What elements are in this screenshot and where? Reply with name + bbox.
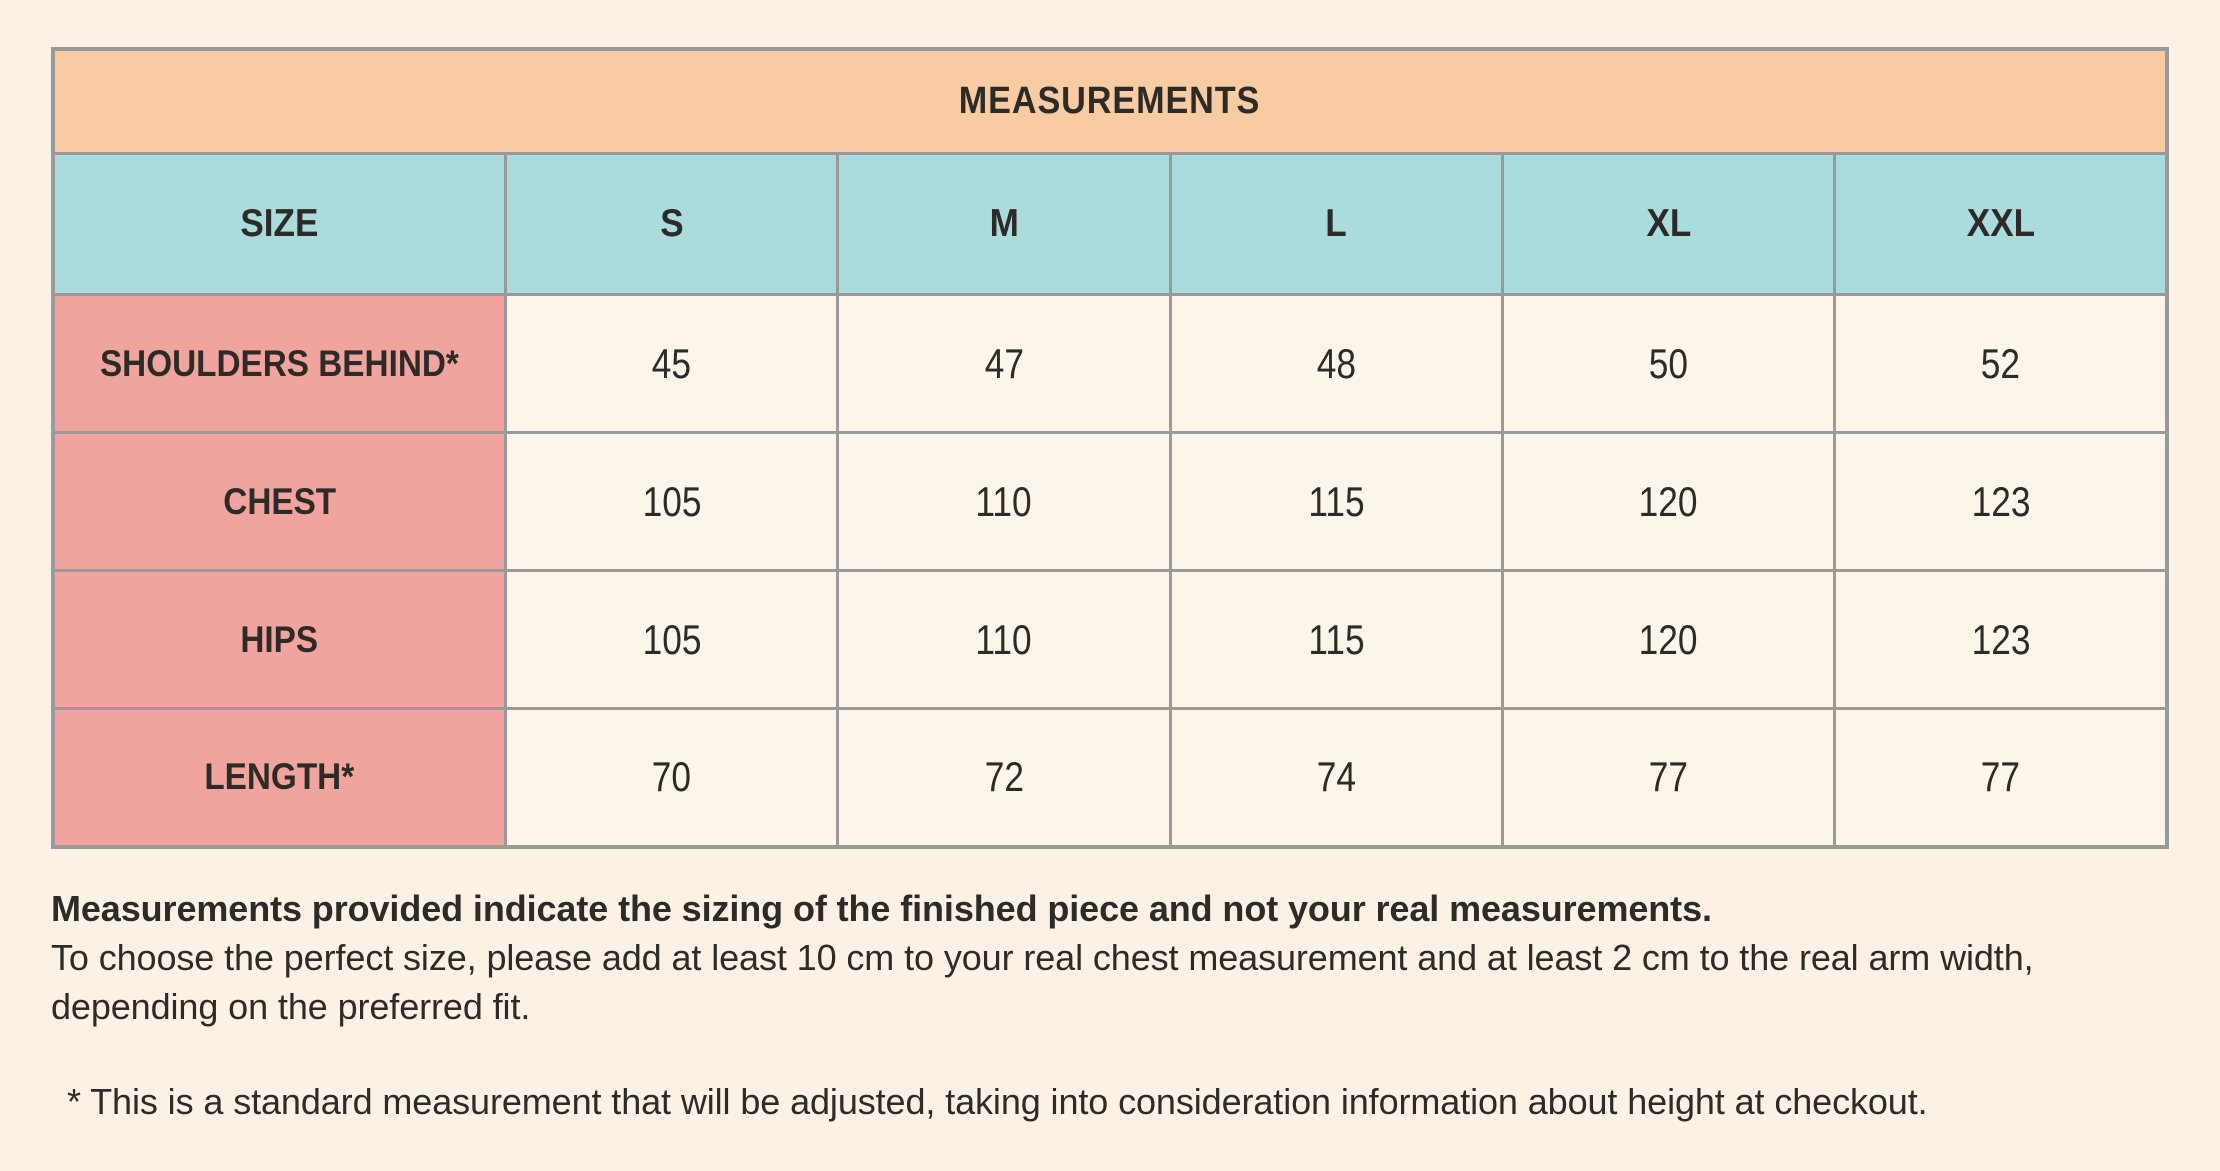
notes-section <box>51 884 2201 1126</box>
value-cell <box>1835 295 2167 433</box>
table-row <box>53 571 2167 709</box>
value-text: 47 <box>984 339 1024 387</box>
table-header-row <box>53 154 2167 295</box>
value-text: 120 <box>1639 477 1698 525</box>
row-label-text: LENGTH* <box>204 756 355 798</box>
value-cell <box>505 571 837 709</box>
value-cell <box>838 709 1170 847</box>
note-bold: Measurements provided indicate the sizing of the finished piece and not your real measurements. <box>51 888 1712 929</box>
row-label <box>53 295 505 433</box>
value-cell <box>505 295 837 433</box>
row-label-text: CHEST <box>223 480 336 522</box>
note-asterisk: * This is a standard measurement that will be adjusted, taking into consideration information about height at checkout. <box>67 1081 1928 1122</box>
row-label <box>53 433 505 571</box>
column-header-s <box>505 154 837 295</box>
table-title-text: MEASUREMENTS <box>959 80 1261 122</box>
value-cell <box>1170 571 1502 709</box>
value-text: 74 <box>1316 753 1356 801</box>
table-title <box>53 49 2167 154</box>
value-text: 110 <box>975 477 1032 525</box>
value-cell <box>838 571 1170 709</box>
value-cell <box>1502 433 1834 571</box>
value-cell <box>1502 709 1834 847</box>
table-row <box>53 709 2167 847</box>
column-header-xl <box>1502 154 1834 295</box>
measurements-table <box>51 47 2169 849</box>
value-text: 70 <box>651 753 692 801</box>
row-label <box>53 709 505 847</box>
value-cell <box>1835 709 2167 847</box>
note-body: To choose the perfect size, please add at least 10 cm to your real chest measurement and at least 2 cm to the real arm width, depending on the preferred fit. <box>51 937 2034 1027</box>
row-label-text: SHOULDERS BEHIND* <box>99 342 459 384</box>
value-cell <box>838 433 1170 571</box>
value-text: 120 <box>1639 615 1698 663</box>
column-header-label: L <box>1325 202 1347 245</box>
value-text: 50 <box>1648 339 1689 387</box>
column-header-xxl <box>1835 154 2167 295</box>
value-text: 123 <box>1971 615 2031 663</box>
value-text: 110 <box>975 615 1032 663</box>
value-text: 115 <box>1308 615 1365 663</box>
value-text: 123 <box>1971 477 2031 525</box>
value-text: 72 <box>984 753 1024 801</box>
column-header-label: SIZE <box>240 202 319 245</box>
row-label-text: HIPS <box>240 618 319 660</box>
value-cell <box>1502 295 1834 433</box>
value-cell <box>1170 709 1502 847</box>
value-text: 45 <box>651 339 692 387</box>
value-text: 105 <box>642 477 701 525</box>
row-label <box>53 571 505 709</box>
value-cell <box>1170 295 1502 433</box>
value-cell <box>505 709 837 847</box>
column-header-l <box>1170 154 1502 295</box>
value-cell <box>1170 433 1502 571</box>
column-header-size <box>53 154 505 295</box>
value-cell <box>1835 571 2167 709</box>
value-cell <box>838 295 1170 433</box>
value-cell <box>505 433 837 571</box>
value-text: 48 <box>1316 339 1356 387</box>
column-header-m <box>838 154 1170 295</box>
value-text: 105 <box>642 615 701 663</box>
table-row <box>53 433 2167 571</box>
value-cell <box>1835 433 2167 571</box>
column-header-label: M <box>989 202 1019 245</box>
column-header-label: XXL <box>1966 202 2035 245</box>
value-text: 115 <box>1308 477 1365 525</box>
column-header-label: S <box>659 202 684 245</box>
table-title-row <box>53 49 2167 154</box>
value-cell <box>1502 571 1834 709</box>
table-row <box>53 295 2167 433</box>
column-header-label: XL <box>1646 202 1691 245</box>
value-text: 77 <box>1980 753 2021 801</box>
value-text: 77 <box>1648 753 1689 801</box>
value-text: 52 <box>1980 339 2021 387</box>
